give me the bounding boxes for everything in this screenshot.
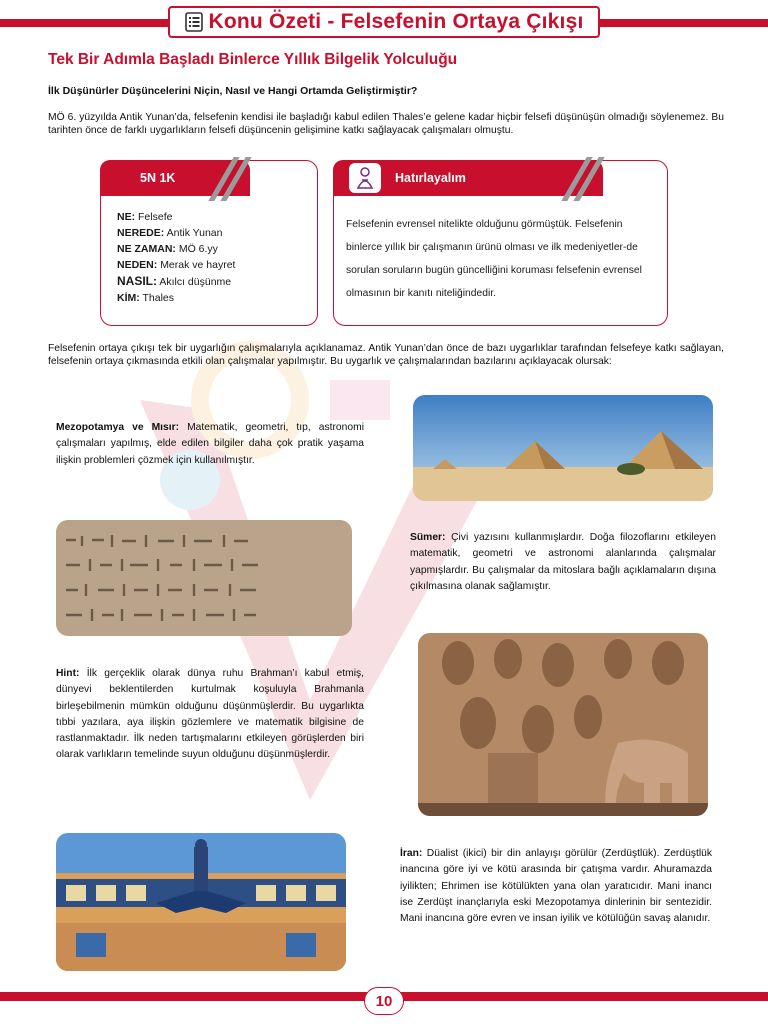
question-heading: İlk Düşünürler Düşüncelerini Niçin, Nasıl ve Hangi Ortamda Geliştirmiştir? [48,85,418,97]
main-heading: Tek Bir Adımla Başladı Binlerce Yıllık Bilgelik Yolculuğu [48,51,458,68]
indian-relief-photo [418,633,708,816]
list-item: NASIL: Akılcı düşünme [117,274,232,288]
intro-paragraph: MÖ 6. yüzyılda Antik Yunan’da, felsefenin kendisi ile başladığı kabul edilen Thales’e gelene kadar hiçbir felsefi düşünüşün olmadığı söylenemez. Bu tarihten önce de farklı uygarlıkların felsefi düşüncenin gelişimine katkı sağlayacak çalışmaları olmuştu. [48,112,724,136]
faravahar-photo [56,833,346,971]
box-5n1k [100,160,318,326]
section-sumer: Sümer: Çivi yazısını kullanmışlardır. Doğa filozoflarını etkileyen matematik, geometri ve astronomi alanlarında çalışmalar yapmışlardır. Bu çalışmalar da mitoslara bağlı açıklamaların dışına çıkılmasına olanak sağlamıştır. [410,532,716,592]
page-title: Konu Özeti - Felsefenin Ortaya Çıkışı [208,10,584,33]
pyramids-photo [413,395,713,501]
cuneiform-tablet-photo [56,520,352,636]
box-remember-text: Felsefenin evrensel nitelikte olduğunu görmüştük. Felsefenin binlerce yıllık bir çalışmanın ürünü olması ve ilk medeniyetler-de sorulan soruların bugün güncelliğini koruması felsefenin evrensel olmasının bir kanıtı niteliğindedir. [346,219,642,299]
thinker-icon [349,163,381,193]
section-hint: Hint: İlk gerçeklik olarak dünya ruhu Brahman’ı kabul etmiş, dünyevi beklentilerden kurtulmak koşuluyla Brahmanla birleşebilmenin mümkün olduğunu düşünmüşlerdir. Bu uygarlıkta tıbbi yazılara, aya ilişkin gözlemlere ve matematik bilgisine de rastlanmaktadır. İlk neden tartışmalarını etkileyen görüşlerden biri olarak varlıkların temelinde suyun olduğunu düşünmüşlerdir. [56,668,364,761]
box-5n1k-title: 5N 1K [140,171,176,185]
list-item: NE: Felsefe [117,211,173,223]
transition-paragraph: Felsefenin ortaya çıkışı tek bir uygarlığın çalışmalarıyla açıklanamaz. Antik Yunan’dan önce de bazı uygarlıklar tarafından felsefeye katkı sağlayan, felsefenin ortaya çıkmasında etkili olan çalışmalar yapılmıştır. Bu uygarlık ve çalışmalarından bazılarını açıklayacak olursak: [48,343,724,367]
document-list-icon [185,12,203,32]
list-item: NEREDE: Antik Yunan [117,227,223,239]
box-remember-title: Hatırlayalım [395,171,466,185]
box-remember [333,160,668,326]
box-5n1k-list [117,209,235,306]
list-item: NE ZAMAN: MÖ 6.yy [117,243,218,255]
header-title-box [168,6,600,38]
page-number: 10 [364,987,404,1015]
list-item: NEDEN: Merak ve hayret [117,259,236,271]
box-remember-tab [333,160,603,196]
section-iran: İran: Düalist (ikici) bir din anlayışı görülür (Zerdüştlük). Zerdüştlük inancına göre iyi ve kötü arasında bir çatışma vardır. Ahuramazda iyilikten; Ehrimen ise kötülükten yana olan yaratıcıdır. Mani inancı ise Zerdüşt inançlarıyla eski Mezopotamya dinlerinin bir sentezidir. Mani inancına göre evren ve insan iyilik ve kötülüğün savaş alanıdır. [400,848,712,925]
list-item: KİM: Thales [117,292,174,304]
section-mezopotamya: Mezopotamya ve Mısır: Matematik, geometri, tıp, astronomi çalışmaları yapılmış, elde edilen bilgiler daha çok pratik yaşama ilişkin problemleri çözmek için kullanılmıştır. [56,422,364,466]
